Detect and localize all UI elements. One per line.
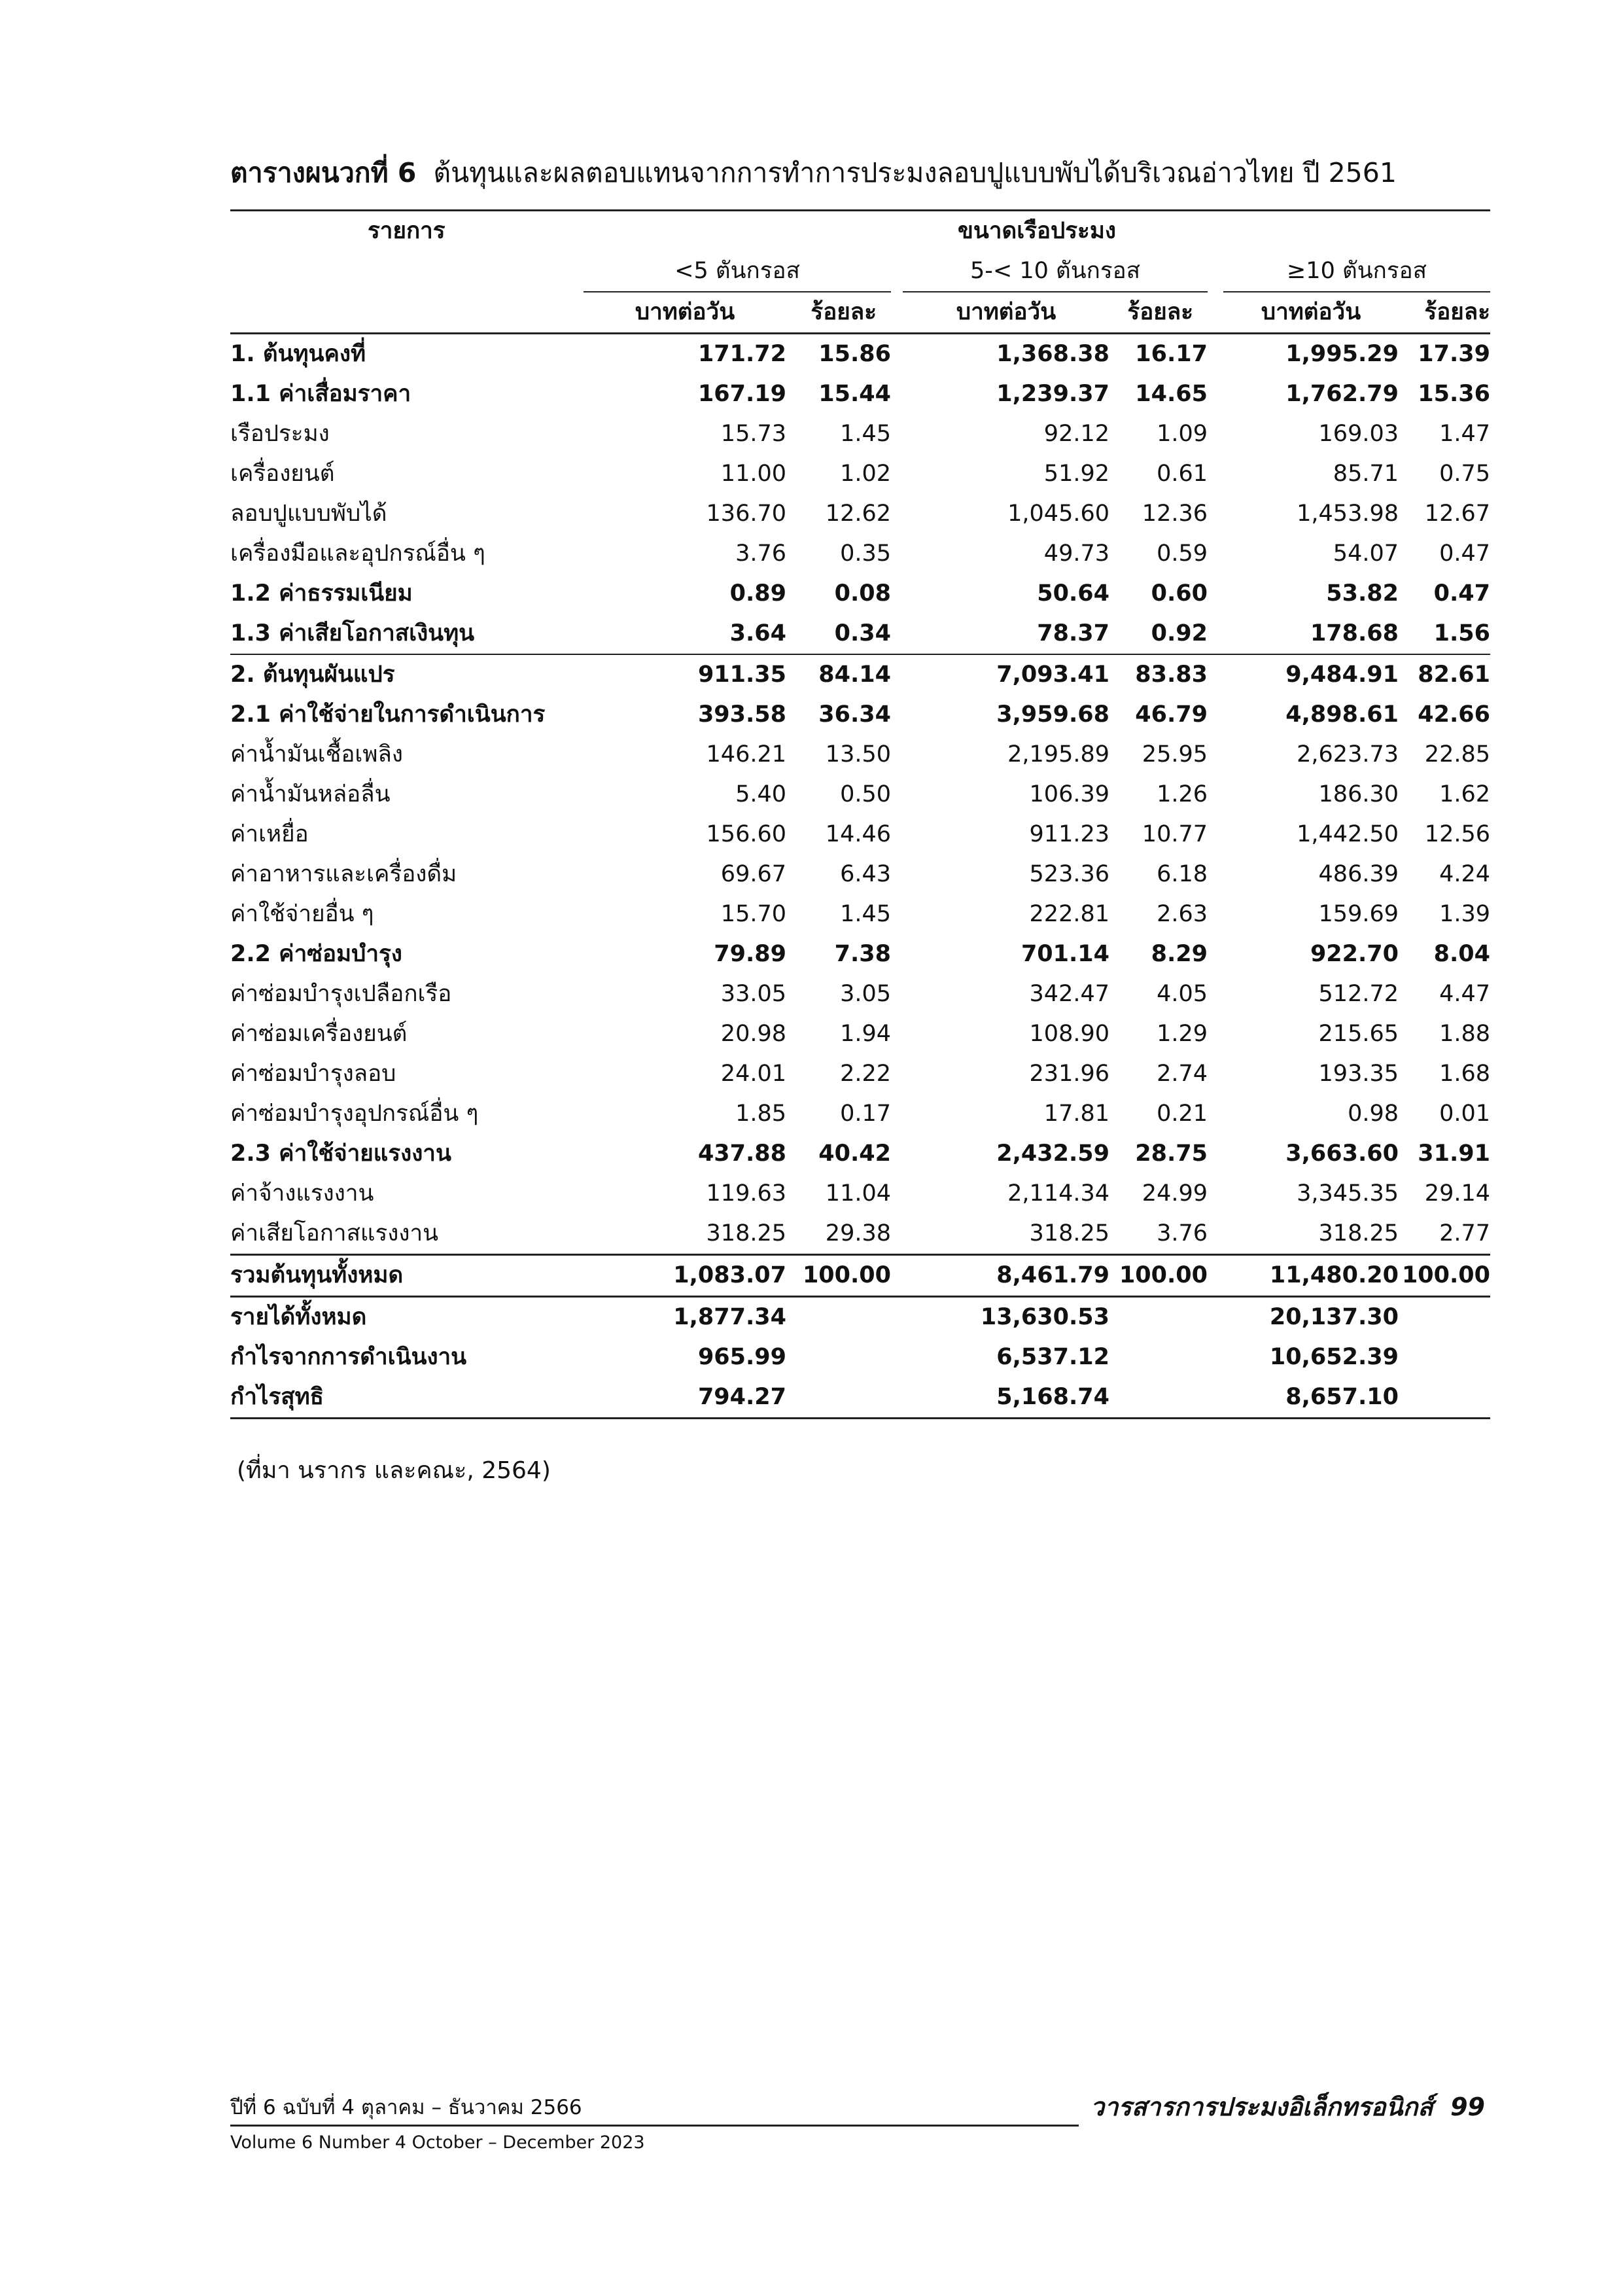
table-row	[230, 1377, 1490, 1419]
row-label: 1.3 ค่าเสียโอกาสเงินทุน	[230, 620, 475, 646]
cell-baht-per-day: 911.23	[1029, 821, 1109, 847]
cell-baht-per-day: 215.65	[1318, 1021, 1399, 1047]
cell-baht-per-day: 1,453.98	[1297, 501, 1399, 527]
table-row	[230, 654, 1490, 695]
cell-baht-per-day: 11.00	[720, 461, 786, 487]
cell-baht-per-day: 318.25	[706, 1220, 786, 1246]
cell-percent: 14.65	[1135, 381, 1208, 407]
cell-baht-per-day: 24.01	[720, 1061, 786, 1087]
row-label: เครื่องมือและอุปกรณ์อื่น ๆ	[230, 540, 485, 567]
footer-issue-en: Volume 6 Number 4 October – December 2023	[230, 2132, 645, 2153]
gap-cell	[891, 1134, 903, 1174]
gap-cell	[1208, 894, 1223, 934]
cell-percent: 16.17	[1135, 341, 1208, 367]
cell-percent: 1.45	[840, 421, 891, 447]
cell-percent: 0.59	[1157, 540, 1208, 567]
table-row	[230, 1255, 1490, 1297]
footer-rule	[230, 2125, 1079, 2127]
header-group-2: 5-< 10 ตันกรอส	[903, 251, 1208, 292]
cell-baht-per-day: 106.39	[1029, 781, 1109, 807]
table-body	[230, 334, 1490, 1419]
source-note: (ที่มา นรากร และคณะ, 2564)	[237, 1457, 551, 1484]
cell-percent: 0.60	[1151, 580, 1208, 607]
cell-baht-per-day: 69.67	[720, 861, 786, 887]
cell-percent: 14.46	[825, 821, 891, 847]
cell-percent: 25.95	[1142, 741, 1208, 768]
cell-baht-per-day: 159.69	[1318, 901, 1399, 927]
cell-percent: 40.42	[818, 1140, 891, 1167]
cell-baht-per-day: 437.88	[697, 1140, 786, 1167]
cell-baht-per-day: 2,114.34	[1007, 1180, 1109, 1207]
cell-baht-per-day: 1,995.29	[1285, 341, 1399, 367]
header-unit-pct: ร้อยละ	[1399, 292, 1490, 334]
gap-cell	[891, 1014, 903, 1054]
cell-percent: 0.50	[840, 781, 891, 807]
cell-baht-per-day: 1,442.50	[1297, 821, 1399, 847]
cell-percent: 1.29	[1157, 1021, 1208, 1047]
gap-cell	[891, 534, 903, 574]
cell-baht-per-day: 794.27	[584, 1377, 786, 1419]
table-row	[230, 1337, 1490, 1377]
gap-cell	[1208, 775, 1223, 815]
gap-cell	[1208, 695, 1223, 735]
header-boat-size: ขนาดเรือประมง	[584, 211, 1490, 252]
cell-baht-per-day: 3.64	[729, 620, 786, 646]
row-label: 1. ต้นทุนคงที่	[230, 341, 366, 367]
cell-percent: 2.74	[1157, 1061, 1208, 1087]
cell-percent: 31.91	[1418, 1140, 1490, 1167]
cell-percent: 12.67	[1424, 501, 1490, 527]
cell-percent: 1.39	[1439, 901, 1490, 927]
gap-cell	[891, 1214, 903, 1255]
cell-percent	[1399, 1377, 1490, 1419]
cell-percent	[786, 1297, 891, 1338]
cell-baht-per-day: 136.70	[706, 501, 786, 527]
cell-baht-per-day: 486.39	[1318, 861, 1399, 887]
cell-percent: 6.43	[840, 861, 891, 887]
cell-baht-per-day: 119.63	[706, 1180, 786, 1207]
row-label: ค่าซ่อมบำรุงลอบ	[230, 1061, 396, 1087]
row-label: ค่าใช้จ่ายอื่น ๆ	[230, 901, 374, 927]
cell-baht-per-day: 13,630.53	[980, 1304, 1109, 1330]
gap-cell	[891, 815, 903, 855]
gap-cell	[1208, 654, 1223, 695]
cell-baht-per-day: 8,461.79	[903, 1255, 1109, 1297]
table-row	[230, 1094, 1490, 1134]
cell-baht-per-day: 85.71	[1333, 461, 1399, 487]
footer-journal	[1091, 2087, 1485, 2127]
table-row	[230, 1214, 1490, 1255]
gap-cell	[1208, 1297, 1223, 1338]
gap-cell	[891, 574, 903, 614]
cell-baht-per-day: 0.89	[729, 580, 786, 607]
gap-cell	[1208, 374, 1223, 414]
cell-baht-per-day: 2,432.59	[996, 1140, 1109, 1167]
cell-baht-per-day: 1.85	[735, 1101, 786, 1127]
cell-baht-per-day: 15.73	[720, 421, 786, 447]
gap-cell	[891, 775, 903, 815]
cell-baht-per-day: 1,877.34	[673, 1304, 786, 1330]
cell-percent: 13.50	[825, 741, 891, 768]
cell-baht-per-day: 15.70	[720, 901, 786, 927]
cell-baht-per-day: 2,195.89	[1007, 741, 1109, 768]
cell-percent: 0.75	[1439, 461, 1490, 487]
header-unit-baht: บาทต่อวัน	[584, 292, 786, 334]
table-row	[230, 1297, 1490, 1338]
cell-percent: 0.92	[1151, 620, 1208, 646]
cell-percent: 28.75	[1135, 1140, 1208, 1167]
header-group-1: <5 ตันกรอส	[584, 251, 891, 292]
cell-baht-per-day: 20.98	[720, 1021, 786, 1047]
cell-baht-per-day: 318.25	[1318, 1220, 1399, 1246]
cell-baht-per-day: 186.30	[1318, 781, 1399, 807]
cell-percent: 1.47	[1439, 421, 1490, 447]
gap-cell	[891, 855, 903, 894]
cell-baht-per-day: 2,623.73	[1297, 741, 1399, 768]
gap-cell	[891, 934, 903, 974]
table-row	[230, 374, 1490, 414]
cell-baht-per-day: 9,484.91	[1223, 654, 1399, 695]
cell-percent: 6.18	[1157, 861, 1208, 887]
cell-percent: 15.36	[1418, 381, 1490, 407]
cell-baht-per-day: 20,137.30	[1269, 1304, 1399, 1330]
cell-percent: 2.22	[840, 1061, 891, 1087]
gap-cell	[1208, 334, 1223, 375]
cell-percent: 10.77	[1142, 821, 1208, 847]
row-label: ค่าเหยื่อ	[230, 821, 309, 847]
cell-baht-per-day: 33.05	[720, 981, 786, 1007]
cell-percent: 0.21	[1157, 1101, 1208, 1127]
cell-baht-per-day: 49.73	[1043, 540, 1109, 567]
gap-cell	[891, 614, 903, 654]
cell-percent: 0.34	[834, 620, 891, 646]
row-label: กำไรจากการดำเนินงาน	[230, 1344, 467, 1370]
cell-baht-per-day: 17.81	[1043, 1101, 1109, 1127]
row-label: 2. ต้นทุนผันแปร	[230, 654, 584, 695]
gap-cell	[1208, 1174, 1223, 1214]
cell-baht-per-day: 222.81	[1029, 901, 1109, 927]
cell-percent: 100.00	[1109, 1255, 1208, 1297]
gap-cell	[891, 1174, 903, 1214]
table-row	[230, 815, 1490, 855]
table-row	[230, 1014, 1490, 1054]
cell-percent: 46.79	[1135, 701, 1208, 728]
cell-baht-per-day: 92.12	[1043, 421, 1109, 447]
cell-percent: 100.00	[1399, 1255, 1490, 1297]
gap-cell	[1208, 1255, 1223, 1297]
gap-cell	[891, 334, 903, 375]
header-unit-pct: ร้อยละ	[786, 292, 891, 334]
header-unit-baht: บาทต่อวัน	[903, 292, 1109, 334]
gap-cell	[891, 494, 903, 534]
cell-percent: 12.36	[1142, 501, 1208, 527]
row-label: 2.3 ค่าใช้จ่ายแรงงาน	[230, 1140, 451, 1167]
gap-cell	[891, 374, 903, 414]
header-unit-baht: บาทต่อวัน	[1223, 292, 1399, 334]
table-row	[230, 1134, 1490, 1174]
cell-baht-per-day: 11,480.20	[1223, 1255, 1399, 1297]
cell-baht-per-day: 3,959.68	[996, 701, 1109, 728]
cell-percent: 0.17	[840, 1101, 891, 1127]
table-row	[230, 894, 1490, 934]
row-label: ค่าเสียโอกาสแรงงาน	[230, 1220, 439, 1246]
table-row	[230, 974, 1490, 1014]
cell-baht-per-day: 3,663.60	[1285, 1140, 1399, 1167]
row-label: ลอบปูแบบพับได้	[230, 501, 387, 527]
cell-baht-per-day: 922.70	[1310, 941, 1399, 967]
cell-baht-per-day: 156.60	[706, 821, 786, 847]
row-label: 2.1 ค่าใช้จ่ายในการดำเนินการ	[230, 701, 546, 728]
cell-baht-per-day: 193.35	[1318, 1061, 1399, 1087]
row-label: รวมต้นทุนทั้งหมด	[230, 1255, 584, 1297]
gap-cell	[1208, 1094, 1223, 1134]
row-label: 1.1 ค่าเสื่อมราคา	[230, 381, 411, 407]
cell-percent: 1.68	[1439, 1061, 1490, 1087]
table-row	[230, 614, 1490, 654]
cell-percent: 4.47	[1439, 981, 1490, 1007]
cell-percent: 0.01	[1439, 1101, 1490, 1127]
cell-baht-per-day: 169.03	[1318, 421, 1399, 447]
cell-percent: 84.14	[786, 654, 891, 695]
cell-percent	[1109, 1377, 1208, 1419]
cell-percent: 36.34	[818, 701, 891, 728]
cell-percent: 22.85	[1424, 741, 1490, 768]
cell-baht-per-day: 5,168.74	[903, 1377, 1109, 1419]
cell-baht-per-day: 3,345.35	[1297, 1180, 1399, 1207]
cell-baht-per-day: 523.36	[1029, 861, 1109, 887]
gap-cell	[1208, 534, 1223, 574]
gap-cell	[1208, 1054, 1223, 1094]
cell-percent: 29.14	[1424, 1180, 1490, 1207]
cell-percent: 0.35	[840, 540, 891, 567]
table-caption	[230, 152, 1397, 194]
table-row	[230, 1174, 1490, 1214]
cell-percent	[1109, 1337, 1208, 1377]
table-row	[230, 494, 1490, 534]
gap-cell	[1208, 1214, 1223, 1255]
gap-cell	[891, 1054, 903, 1094]
gap-cell	[891, 1255, 903, 1297]
cell-baht-per-day: 146.21	[706, 741, 786, 768]
cell-baht-per-day: 7,093.41	[903, 654, 1109, 695]
gap-cell	[891, 1094, 903, 1134]
cell-percent	[786, 1377, 891, 1419]
cell-baht-per-day: 5.40	[735, 781, 786, 807]
header-group-3: ≥10 ตันกรอส	[1223, 251, 1490, 292]
cell-percent: 1.45	[840, 901, 891, 927]
row-label: ค่าน้ำมันเชื้อเพลิง	[230, 741, 403, 768]
cell-percent: 7.38	[834, 941, 891, 967]
table-caption-title: ต้นทุนและผลตอบแทนจากการทำการประมงลอบปูแบบพับได้บริเวณอ่าวไทย ปี 2561	[433, 157, 1397, 188]
gap-cell	[1208, 614, 1223, 654]
cell-percent: 24.99	[1142, 1180, 1208, 1207]
table-row	[230, 934, 1490, 974]
cell-baht-per-day: 1,045.60	[1007, 501, 1109, 527]
gap-cell	[1208, 574, 1223, 614]
gap-cell	[1208, 1337, 1223, 1377]
cell-baht-per-day: 965.99	[697, 1344, 786, 1370]
cell-baht-per-day: 1,762.79	[1285, 381, 1399, 407]
cell-baht-per-day: 4,898.61	[1285, 701, 1399, 728]
cell-baht-per-day: 10,652.39	[1269, 1344, 1399, 1370]
cell-baht-per-day: 911.35	[584, 654, 786, 695]
cell-percent: 0.61	[1157, 461, 1208, 487]
cell-baht-per-day: 701.14	[1021, 941, 1109, 967]
cell-percent: 0.47	[1439, 540, 1490, 567]
cell-baht-per-day: 53.82	[1326, 580, 1399, 607]
row-label: รายได้ทั้งหมด	[230, 1304, 367, 1330]
gap-cell	[891, 454, 903, 494]
header-unit-pct: ร้อยละ	[1109, 292, 1208, 334]
gap-cell	[891, 974, 903, 1014]
cell-percent: 2.63	[1157, 901, 1208, 927]
cell-percent: 1.62	[1439, 781, 1490, 807]
cell-baht-per-day: 79.89	[714, 941, 786, 967]
gap-cell	[891, 1377, 903, 1419]
gap-cell	[891, 735, 903, 775]
table-row	[230, 735, 1490, 775]
cell-baht-per-day: 108.90	[1029, 1021, 1109, 1047]
row-label: ค่าอาหารและเครื่องดื่ม	[230, 861, 457, 887]
row-label: ค่าจ้างแรงงาน	[230, 1180, 374, 1207]
cell-baht-per-day: 51.92	[1043, 461, 1109, 487]
gap-cell	[1208, 1377, 1223, 1419]
cost-return-table	[230, 209, 1490, 1419]
row-label: ค่าน้ำมันหล่อลื่น	[230, 781, 391, 807]
cell-percent: 0.08	[834, 580, 891, 607]
cell-baht-per-day: 1,239.37	[996, 381, 1109, 407]
gap-cell	[891, 1337, 903, 1377]
cell-percent: 82.61	[1399, 654, 1490, 695]
gap-cell	[1208, 1014, 1223, 1054]
footer-page-number: 99	[1450, 2093, 1485, 2121]
gap-cell	[891, 1297, 903, 1338]
cell-percent: 8.04	[1433, 941, 1490, 967]
cell-percent: 1.26	[1157, 781, 1208, 807]
cell-percent: 1.88	[1439, 1021, 1490, 1047]
gap-cell	[1208, 1134, 1223, 1174]
gap-cell	[891, 414, 903, 454]
cell-baht-per-day: 178.68	[1310, 620, 1399, 646]
cell-percent: 15.86	[818, 341, 891, 367]
cell-percent: 1.09	[1157, 421, 1208, 447]
gap-cell	[1208, 414, 1223, 454]
table-row	[230, 334, 1490, 375]
gap-cell	[1208, 974, 1223, 1014]
cell-percent	[786, 1337, 891, 1377]
cell-percent: 3.76	[1157, 1220, 1208, 1246]
cell-percent: 11.04	[825, 1180, 891, 1207]
gap-cell	[1208, 494, 1223, 534]
cell-percent: 17.39	[1418, 341, 1490, 367]
gap-cell	[1208, 454, 1223, 494]
table-row	[230, 454, 1490, 494]
cell-baht-per-day: 8,657.10	[1223, 1377, 1399, 1419]
table-row	[230, 775, 1490, 815]
cell-percent: 4.05	[1157, 981, 1208, 1007]
gap-cell	[1208, 815, 1223, 855]
row-label: ค่าซ่อมเครื่องยนต์	[230, 1021, 408, 1047]
gap-cell	[891, 695, 903, 735]
gap-cell	[1208, 735, 1223, 775]
row-label: เครื่องยนต์	[230, 461, 335, 487]
gap-cell	[891, 894, 903, 934]
row-label: กำไรสุทธิ	[230, 1377, 584, 1419]
cell-baht-per-day: 6,537.12	[996, 1344, 1109, 1370]
table-caption-label: ตารางผนวกที่ 6	[230, 157, 417, 188]
cell-percent: 42.66	[1418, 701, 1490, 728]
cell-baht-per-day: 512.72	[1318, 981, 1399, 1007]
cell-baht-per-day: 54.07	[1333, 540, 1399, 567]
cell-percent	[1399, 1337, 1490, 1377]
cell-percent: 15.44	[818, 381, 891, 407]
cell-baht-per-day: 50.64	[1037, 580, 1109, 607]
cell-percent: 8.29	[1151, 941, 1208, 967]
cell-baht-per-day: 1,083.07	[584, 1255, 786, 1297]
cell-percent	[1399, 1297, 1490, 1338]
gap-cell	[1208, 934, 1223, 974]
cell-baht-per-day: 231.96	[1029, 1061, 1109, 1087]
cell-percent: 1.02	[840, 461, 891, 487]
cell-baht-per-day: 318.25	[1029, 1220, 1109, 1246]
footer-issue-th: ปีที่ 6 ฉบับที่ 4 ตุลาคม – ธันวาคม 2566	[230, 2096, 582, 2119]
row-label: 2.2 ค่าซ่อมบำรุง	[230, 941, 402, 967]
row-label: ค่าซ่อมบำรุงเปลือกเรือ	[230, 981, 452, 1007]
cell-percent: 12.56	[1424, 821, 1490, 847]
cell-baht-per-day: 78.37	[1037, 620, 1109, 646]
cell-baht-per-day: 342.47	[1029, 981, 1109, 1007]
cell-baht-per-day: 3.76	[735, 540, 786, 567]
cell-percent: 29.38	[825, 1220, 891, 1246]
cell-percent: 2.77	[1439, 1220, 1490, 1246]
cell-percent: 100.00	[786, 1255, 891, 1297]
cell-percent	[1109, 1297, 1208, 1338]
table-row	[230, 574, 1490, 614]
gap-cell	[891, 654, 903, 695]
table-row	[230, 414, 1490, 454]
gap-cell	[1208, 855, 1223, 894]
row-label: 1.2 ค่าธรรมเนียม	[230, 580, 413, 607]
cell-percent: 1.56	[1433, 620, 1490, 646]
cell-percent: 1.94	[840, 1021, 891, 1047]
footer-journal-name: วารสารการประมงอิเล็กทรอนิกส์	[1090, 2093, 1433, 2121]
table-row	[230, 1054, 1490, 1094]
cell-percent: 4.24	[1439, 861, 1490, 887]
cell-percent: 83.83	[1109, 654, 1208, 695]
table-row	[230, 695, 1490, 735]
header-item: รายการ	[230, 211, 584, 252]
cell-percent: 3.05	[840, 981, 891, 1007]
cell-baht-per-day: 167.19	[697, 381, 786, 407]
cell-baht-per-day: 1,368.38	[996, 341, 1109, 367]
cell-percent: 0.47	[1433, 580, 1490, 607]
row-label: เรือประมง	[230, 421, 330, 447]
cell-baht-per-day: 171.72	[697, 341, 786, 367]
row-label: ค่าซ่อมบำรุงอุปกรณ์อื่น ๆ	[230, 1101, 479, 1127]
cell-baht-per-day: 0.98	[1348, 1101, 1399, 1127]
table-row	[230, 534, 1490, 574]
cell-baht-per-day: 393.58	[697, 701, 786, 728]
table-row	[230, 855, 1490, 894]
cell-percent: 12.62	[825, 501, 891, 527]
